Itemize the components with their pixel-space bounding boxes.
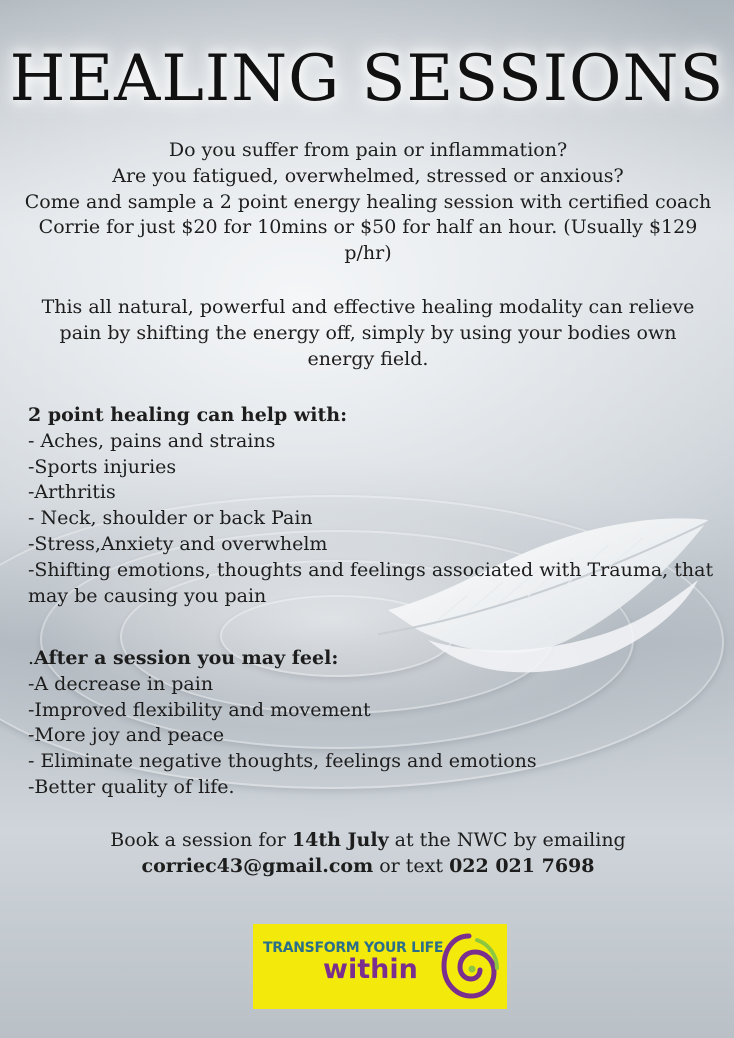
swirl-icon <box>439 930 499 1003</box>
intro-line: Are you fatigued, overwhelmed, stressed or anxious? <box>112 164 624 187</box>
list-item: - Neck, shoulder or back Pain <box>28 507 313 530</box>
list-item: - Aches, pains and strains <box>28 429 276 452</box>
help-list <box>28 403 728 609</box>
list-item: -Arthritis <box>28 481 116 504</box>
booking-text: Book a session for <box>110 829 292 851</box>
contact-email: corriec43@gmail.com <box>141 854 374 877</box>
after-heading: After a session you may feel: <box>34 647 339 669</box>
help-heading: 2 point healing can help with: <box>28 404 348 426</box>
list-item: -Shifting emotions, thoughts and feelings associated with Trauma, that may be causing you pain <box>28 558 714 607</box>
list-item: -Stress,Anxiety and overwhelm <box>28 532 328 555</box>
after-list <box>28 646 728 801</box>
list-item: -Better quality of life. <box>28 775 235 798</box>
booking-info <box>24 828 712 880</box>
page-title: HEALING SESSIONS <box>9 42 725 116</box>
list-item: -More joy and peace <box>28 724 225 747</box>
list-item: - Eliminate negative thoughts, feelings and emotions <box>28 750 537 773</box>
list-item: -A decrease in pain <box>28 672 214 695</box>
booking-text: at the NWC by emailing <box>388 829 626 851</box>
list-item: -Sports injuries <box>28 455 177 478</box>
booking-text: or text <box>373 854 450 877</box>
logo-wordmark: within <box>323 954 418 985</box>
contact-phone: 022 021 7698 <box>449 854 595 877</box>
booking-date: 14th July <box>291 829 389 851</box>
list-item: -Improved flexibility and movement <box>28 698 371 721</box>
after-prefix: . <box>28 647 35 669</box>
brand-logo <box>253 924 507 1009</box>
intro-offer: Come and sample a 2 point energy healing session with certified coach Corrie for just $20 for 10mins or $50 for half an hour. (Usually $129 p/hr) <box>24 190 712 265</box>
logo-tagline: TRANSFORM YOUR LIFE <box>263 940 444 956</box>
intro-text <box>24 138 712 267</box>
intro-line: Do you suffer from pain or inflammation? <box>168 139 568 161</box>
modality-text: This all natural, powerful and effective healing modality can relieve pain by shifting the energy off, simply by using your bodies own energy field. <box>41 296 695 370</box>
